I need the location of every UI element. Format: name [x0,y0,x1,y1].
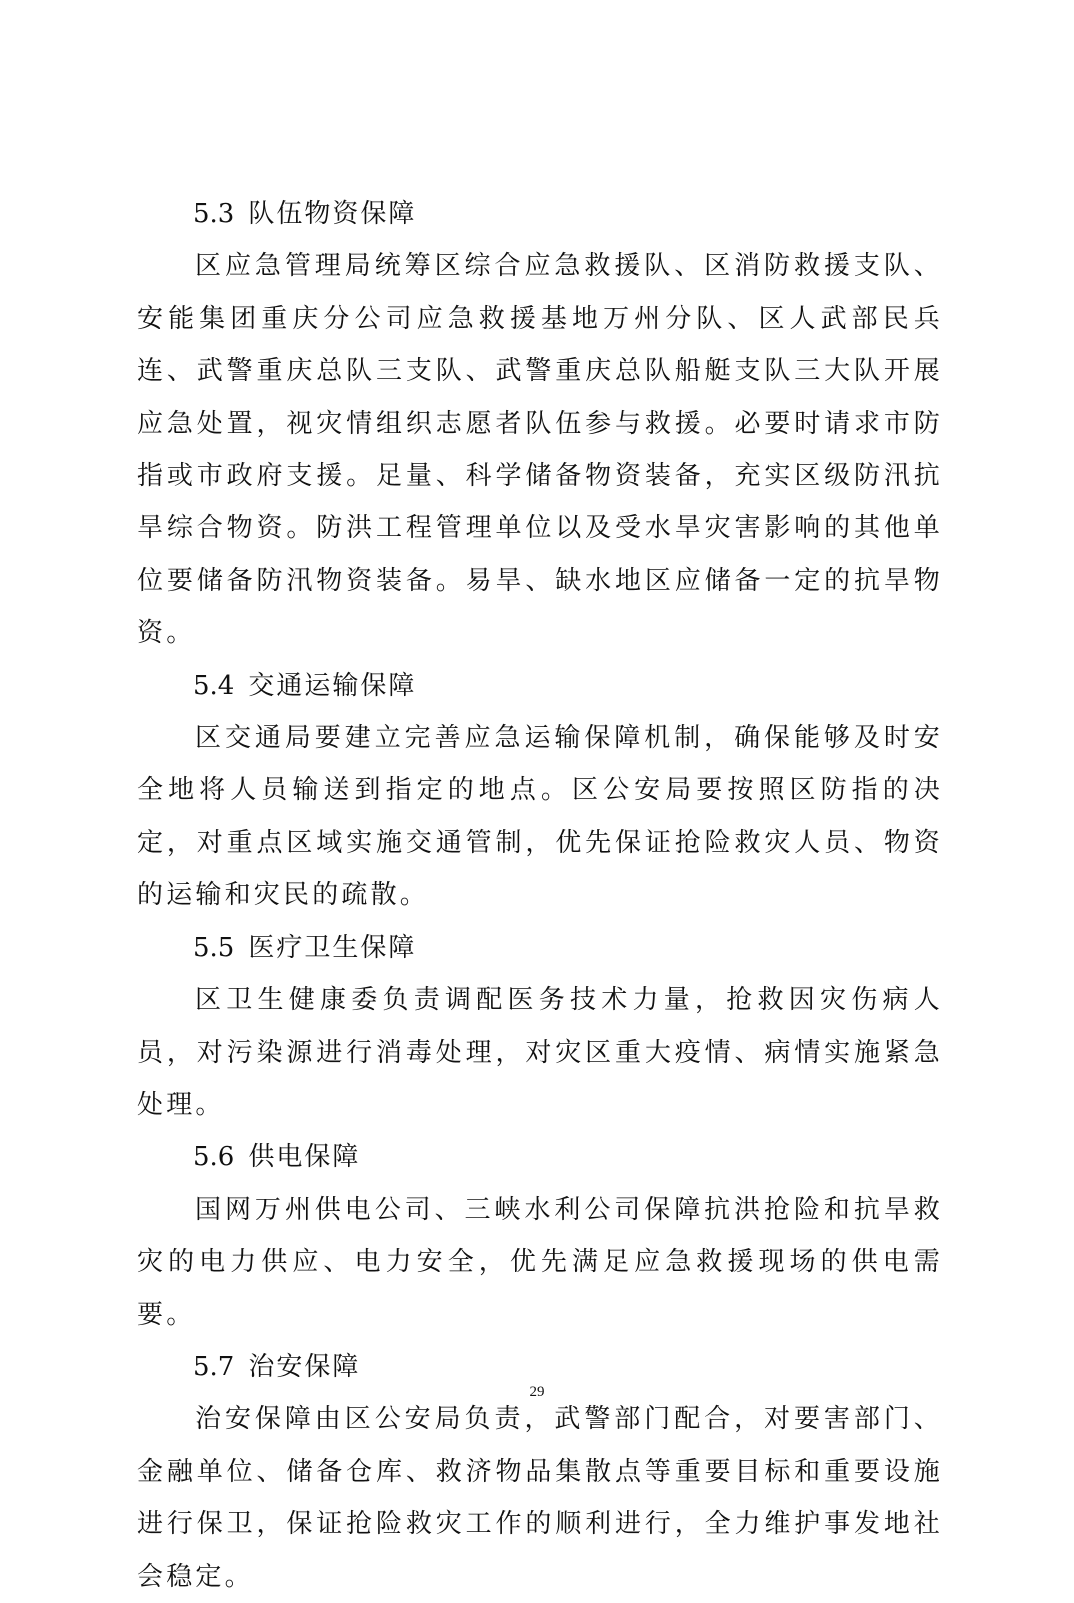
section-title: 供电保障 [248,1142,361,1173]
section-paragraph-5-7: 治安保障由区公安局负责，武警部门配合，对要害部门、金融单位、储备仓库、救济物品集散点等重要目标和重要设施进行保卫，保证抢险救灾工作的顺利进行，全力维护事发地社会稳定。 [137,1404,943,1592]
section-paragraph-5-5: 区卫生健康委负责调配医务技术力量，抢救因灾伤病人员，对污染源进行消毒处理，对灾区重大疫情、病情实施紧急处理。 [137,985,943,1120]
section-heading-5-5 [137,922,943,974]
section-paragraph-5-4: 区交通局要建立完善应急运输保障机制，确保能够及时安全地将人员输送到指定的地点。区公安局要按照区防指的决定，对重点区域实施交通管制，优先保证抢险救灾人员、物资的运输和灾民的疏散。 [137,723,943,911]
section-paragraph-5-3: 区应急管理局统筹区综合应急救援队、区消防救援支队、安能集团重庆分公司应急救援基地万州分队、区人武部民兵连、武警重庆总队三支队、武警重庆总队船艇支队三大队开展应急处置，视灾情组织志愿者队伍参与救援。必要时请求市防指或市政府支援。足量、科学储备物资装备，充实区级防汛抗旱综合物资。防洪工程管理单位以及受水旱灾害影响的其他单位要储备防汛物资装备。易旱、缺水地区应储备一定的抗旱物资。 [137,251,943,649]
section-number: 5.7 [193,1351,235,1382]
section-number: 5.4 [193,670,235,701]
section-number: 5.5 [193,932,235,963]
section-title: 队伍物资保障 [248,199,417,229]
section-number: 5.3 [193,199,235,229]
page-number: 29 [529,1384,545,1400]
section-heading-5-3 [137,188,943,240]
section-number: 5.6 [193,1142,235,1173]
section-paragraph-5-6: 国网万州供电公司、三峡水利公司保障抗洪抢险和抗旱救灾的电力供应、电力安全，优先满足应急救援现场的供电需要。 [137,1194,943,1330]
section-title: 治安保障 [248,1351,361,1382]
section-heading-5-6 [137,1131,943,1183]
section-title: 交通运输保障 [248,670,417,701]
section-heading-5-4 [137,660,943,712]
section-title: 医疗卫生保障 [248,932,417,963]
